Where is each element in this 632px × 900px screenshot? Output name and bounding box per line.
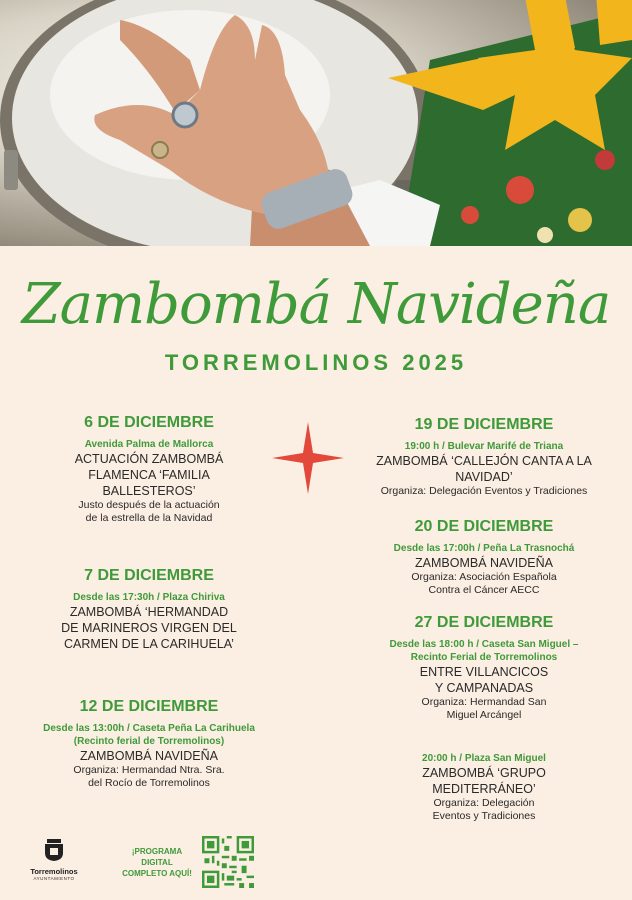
event-name: ZAMBOMBÁ NAVIDEÑA: [415, 556, 553, 570]
event-name: BALLESTEROS’: [102, 484, 196, 498]
event-name: Y CAMPANADAS: [434, 681, 534, 695]
event-place: 20:00 h / Plaza San Miguel: [422, 753, 546, 764]
logo-name: Torremolinos: [30, 867, 78, 876]
event-name: DE MARINEROS VIRGEN DEL: [61, 621, 237, 635]
event-note: de la estrella de la Navidad: [85, 512, 213, 524]
event-7-diciembre: [40, 567, 258, 652]
event-note: del Rocío de Torremolinos: [88, 777, 210, 789]
program-line: ¡PROGRAMA: [131, 847, 183, 856]
event-note: Organiza: Delegación Eventos y Tradiciones: [380, 485, 588, 497]
event-place: Recinto Ferial de Torremolinos: [410, 652, 558, 663]
event-date: 27 DE DICIEMBRE: [414, 614, 554, 631]
event-note: Organiza: Asociación Española: [411, 571, 557, 583]
event-place: (Recinto ferial de Torremolinos): [73, 736, 225, 747]
hero-photo: [0, 0, 632, 246]
event-name: ZAMBOMBÁ NAVIDEÑA: [80, 749, 218, 763]
event-note: Eventos y Tradiciones: [432, 810, 536, 822]
event-note: Miguel Arcángel: [446, 709, 522, 721]
event-place: Avenida Palma de Mallorca: [84, 439, 214, 450]
event-date: 19 DE DICIEMBRE: [414, 416, 554, 433]
event-place: 19:00 h / Bulevar Marifé de Triana: [404, 441, 564, 452]
event-place: Desde las 17:30h / Plaza Chiriva: [73, 592, 225, 603]
event-19-diciembre: [360, 416, 608, 498]
event-name: NAVIDAD’: [455, 470, 513, 484]
event-20-diciembre: [360, 518, 608, 597]
event-name: ZAMBOMBÁ ‘GRUPO: [422, 766, 546, 780]
event-note: Contra el Cáncer AECC: [428, 584, 540, 596]
event-12-diciembre: [34, 698, 264, 790]
event-note: Organiza: Hermandad Ntra. Sra.: [73, 764, 225, 776]
crest-icon: [43, 838, 65, 862]
event-name: CARMEN DE LA CARIHUELA’: [64, 637, 234, 651]
event-name: ZAMBOMBÁ ‘CALLEJÓN CANTA A LA: [376, 454, 592, 468]
poster-title: Zambombá Navideña: [21, 272, 611, 337]
torremolinos-logo: [28, 838, 80, 881]
event-27-diciembre-plaza-san-miguel: [360, 752, 608, 823]
event-note: Organiza: Delegación: [433, 797, 535, 809]
event-name: MEDITERRÁNEO’: [432, 782, 536, 796]
event-name: FLAMENCA ‘FAMILIA: [88, 468, 210, 482]
event-date: 7 DE DICIEMBRE: [84, 567, 214, 584]
program-callout: [116, 846, 198, 879]
event-6-diciembre: [40, 414, 258, 525]
event-place: Desde las 18:00 h / Caseta San Miguel –: [389, 639, 579, 650]
event-date: 6 DE DICIEMBRE: [84, 414, 214, 431]
qr-code[interactable]: [202, 836, 254, 888]
poster-subtitle: TORREMOLINOS 2025: [164, 350, 468, 375]
event-name: ENTRE VILLANCICOS: [419, 665, 549, 679]
event-27-diciembre: [360, 614, 608, 722]
program-line: COMPLETO AQUÍ!: [122, 869, 192, 878]
event-note: Justo después de la actuación: [78, 499, 220, 511]
event-date: 20 DE DICIEMBRE: [414, 518, 554, 535]
tambourine-hand-illustration: [0, 0, 632, 246]
event-name: ZAMBOMBÁ ‘HERMANDAD: [69, 605, 229, 619]
event-note: Organiza: Hermandad San: [421, 696, 547, 708]
event-place: Desde las 13:00h / Caseta Peña La Carihuela: [43, 723, 255, 734]
red-star-icon: [272, 422, 344, 494]
event-name: ACTUACIÓN ZAMBOMBÁ: [74, 452, 224, 466]
logo-sub: AYUNTAMIENTO: [33, 876, 75, 881]
program-line: DIGITAL: [141, 858, 173, 867]
event-place: Desde las 17:00h / Peña La Trasnochá: [393, 543, 575, 554]
event-date: 12 DE DICIEMBRE: [79, 698, 219, 715]
